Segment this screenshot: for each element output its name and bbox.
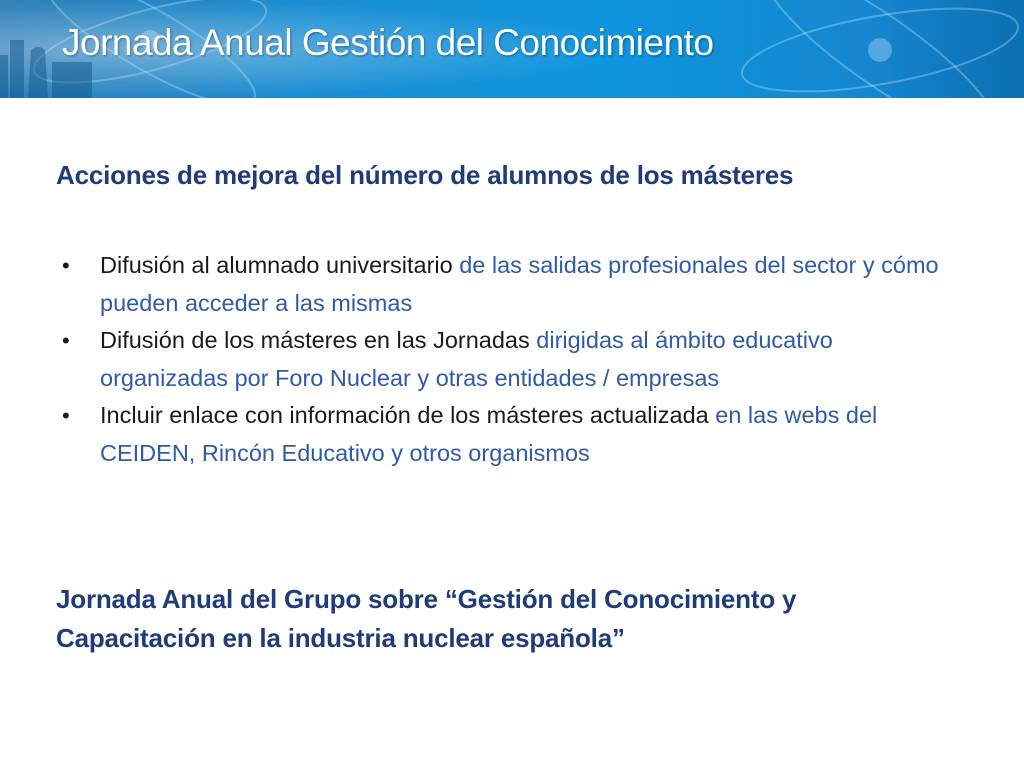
bullet-lead-text: Difusión de los másteres en las Jornadas bbox=[100, 327, 530, 353]
bullet-icon: • bbox=[62, 403, 70, 428]
bullet-icon: • bbox=[62, 253, 70, 278]
list-item bbox=[62, 247, 962, 322]
bullet-rest-text: dirigidas al ámbito educativo organizadas por Foro Nuclear y otras entidades / empresas bbox=[100, 327, 833, 391]
bullet-list bbox=[62, 247, 962, 472]
bullet-rest-text: en las webs del CEIDEN, Rincón Educativo y otros organismos bbox=[100, 402, 878, 466]
section-heading: Acciones de mejora del número de alumnos de los másteres bbox=[56, 160, 794, 190]
list-item bbox=[62, 322, 962, 397]
slide-title: Jornada Anual Gestión del Conocimiento bbox=[62, 22, 714, 63]
closing-statement: Jornada Anual del Grupo sobre “Gestión del Conocimiento y Capacitación en la industria nuclear española” bbox=[56, 584, 797, 653]
bullet-lead-text: Incluir enlace con información de los másteres actualizada bbox=[100, 402, 709, 428]
list-item bbox=[62, 397, 962, 472]
bullet-rest-text: de las salidas profesionales del sector y cómo pueden acceder a las mismas bbox=[100, 252, 939, 316]
header-banner bbox=[0, 0, 1024, 98]
bullet-icon: • bbox=[62, 328, 70, 353]
bullet-lead-text: Difusión al alumnado universitario bbox=[100, 252, 453, 278]
